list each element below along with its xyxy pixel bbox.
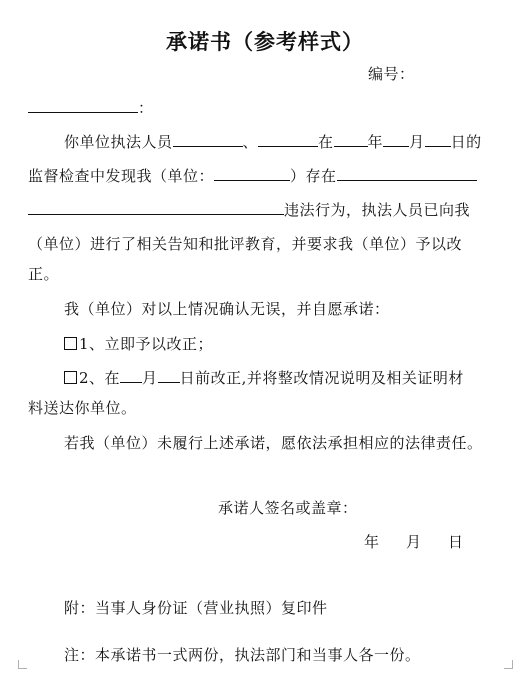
day-label: 日的 [450, 133, 482, 151]
copies-note: 注：本承诺书一式两份，执法部门和当事人各一份。 [64, 646, 421, 664]
commitment-intro: 我（单位）对以上情况确认无误，并自愿承诺： [64, 300, 390, 318]
document-number-label: 编号： [368, 65, 415, 83]
addressee-line [28, 98, 154, 118]
para1-officers-label: 你单位执法人员 [64, 133, 173, 151]
option1-checkbox[interactable] [64, 337, 77, 350]
option2-month-blank[interactable] [120, 368, 142, 383]
violation-blank-1[interactable] [337, 166, 477, 181]
violation-blank-2[interactable] [28, 200, 284, 215]
para1-line1 [64, 132, 482, 152]
para1-line2 [28, 166, 477, 186]
addressee-blank[interactable] [28, 98, 138, 113]
exists-text: ）存在 [290, 167, 337, 185]
option2-month-label: 月 [142, 369, 158, 387]
violation-text: 违法行为，执法人员已向我 [284, 201, 471, 219]
month-blank[interactable] [383, 132, 409, 147]
date-year: 年 [364, 533, 380, 551]
unit-blank[interactable] [214, 166, 290, 181]
officer-separator: 、 [242, 133, 259, 151]
attachment-note: 附：当事人身份证（营业执照）复印件 [64, 599, 328, 617]
option2-checkbox[interactable] [64, 371, 77, 384]
page-corner-mark-left [18, 660, 27, 669]
date-month: 月 [406, 533, 422, 551]
option1-text: 1、立即予以改正； [79, 335, 214, 353]
option2-prefix: 2、在 [79, 369, 121, 387]
page-corner-mark-right [504, 660, 513, 669]
document-title: 承诺书（参考样式） [166, 30, 364, 54]
at-label: 在 [318, 133, 334, 151]
para1-line5: 正。 [28, 265, 60, 283]
year-label: 年 [367, 133, 384, 151]
addressee-colon: ： [138, 99, 154, 117]
officer1-blank[interactable] [173, 132, 243, 147]
option2-text: 日前改正,并将整改情况说明及相关证明材 [179, 369, 464, 387]
option1-line [64, 334, 213, 354]
officer2-blank[interactable] [258, 132, 318, 147]
option2-day-blank[interactable] [158, 368, 180, 383]
year-blank[interactable] [334, 132, 368, 147]
date-day: 日 [448, 533, 464, 551]
option2-continuation: 料送达你单位。 [28, 399, 137, 417]
para1-line4: （单位）进行了相关告知和批评教育，并要求我（单位）予以改 [28, 235, 463, 253]
signature-label: 承诺人签名或盖章： [218, 499, 358, 517]
day-blank[interactable] [425, 132, 451, 147]
inspection-text: 监督检查中发现我（单位： [28, 167, 215, 185]
option2-line [64, 368, 464, 388]
para1-line3 [28, 200, 470, 220]
month-label: 月 [409, 133, 425, 151]
liability-statement: 若我（单位）未履行上述承诺，愿依法承担相应的法律责任。 [64, 434, 483, 452]
